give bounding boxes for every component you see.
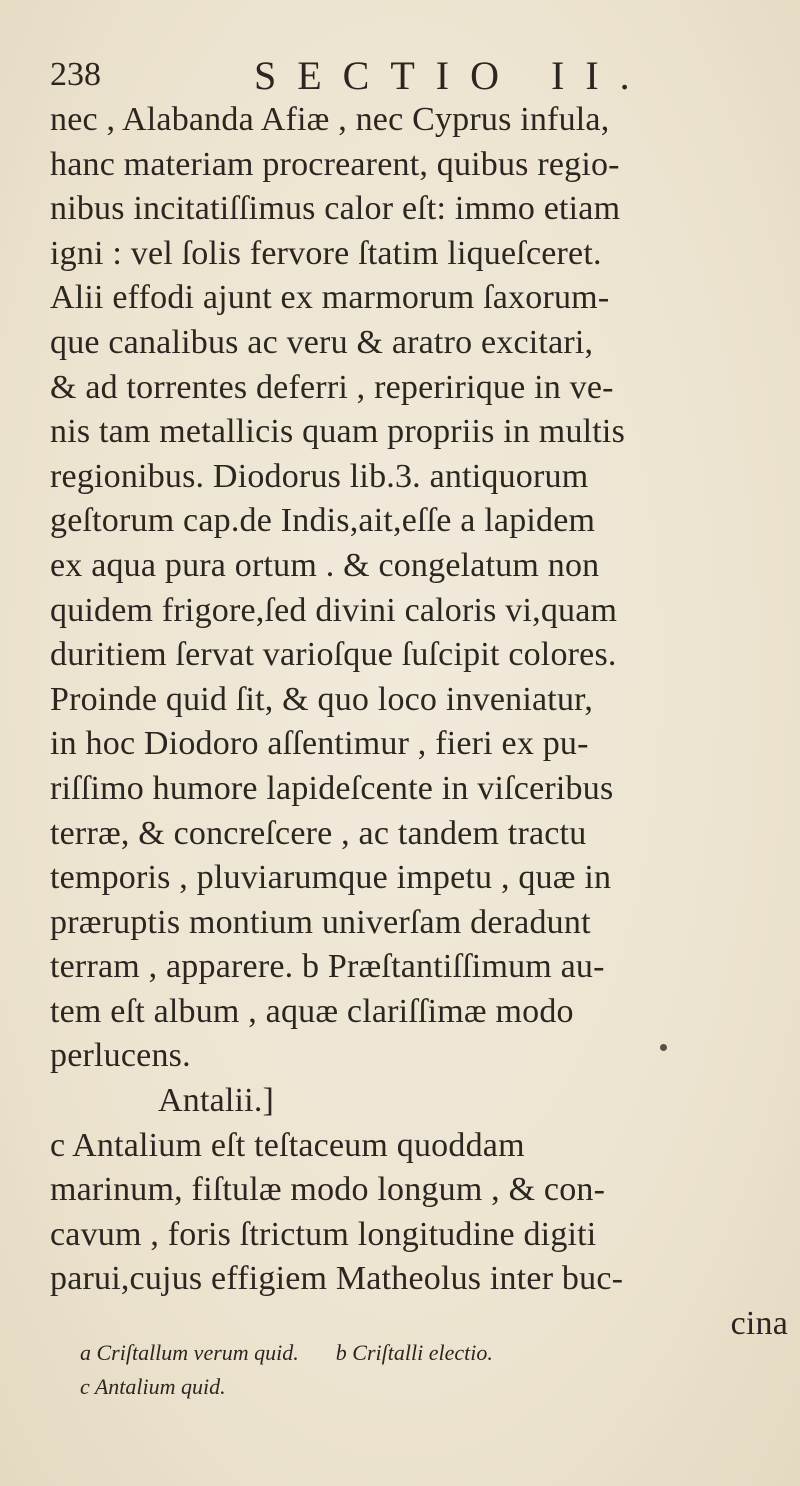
note-b: b Criſtalli electio. (335, 1340, 493, 1365)
main-text (50, 98, 800, 1347)
text-line: terræ, & concreſcere , ac tandem tractu (50, 814, 587, 852)
text-line: riſſimo humore lapideſcente in viſceribus (50, 769, 614, 807)
text-line: ex aqua pura ortum . & congelatum non (50, 546, 600, 584)
text-line: terram , apparere. b Præſtantiſſimum au- (50, 948, 605, 986)
ink-spot (660, 1044, 667, 1051)
text-line: tem eſt album , aquæ clariſſimæ modo (50, 992, 574, 1030)
sidenote-heading: Antalii.] (158, 1082, 275, 1120)
text-line: que canalibus ac veru & aratro excitari, (50, 323, 594, 361)
text-line: igni : vel ſolis fervore ſtatim liqueſceret. (50, 234, 602, 272)
text-line: c Antalium eſt teſtaceum quoddam (50, 1126, 525, 1164)
text-line: duritiem ſervat varioſque ſuſcipit colores. (50, 636, 617, 674)
note-line (80, 1370, 760, 1404)
text-line: hanc materiam procrearent, quibus regio- (50, 145, 620, 183)
text-line: nis tam metallicis quam propriis in multis (50, 413, 626, 451)
note-line (80, 1336, 760, 1370)
text-line: temporis , pluviarumque impetu , quæ in (50, 859, 612, 897)
text-line: nec , Alabanda Afiæ , nec Cyprus infula, (50, 101, 610, 138)
text-line: Alii effodi ajunt ex marmorum ſaxorum- (50, 279, 610, 317)
text-line: in hoc Diodoro aſſentimur , fieri ex pu- (50, 725, 589, 763)
page-number: 238 (50, 56, 101, 93)
page-header (50, 52, 770, 102)
text-line: & ad torrentes deferri , reperirique in ve- (50, 368, 614, 406)
note-c: c Antalium quid. (80, 1374, 226, 1399)
running-head: SECTIO II. (254, 53, 651, 98)
text-line: parui,cujus effigiem Matheolus inter buc- (50, 1260, 624, 1298)
text-line: marinum, fiſtulæ modo longum , & con- (50, 1171, 606, 1209)
catchword: cina (730, 1305, 788, 1343)
text-line: quidem frigore,ſed divini caloris vi,quam (50, 591, 618, 629)
text-line: perlucens. (50, 1037, 191, 1075)
text-line: geſtorum cap.de Indis,ait,eſſe a lapidem (50, 502, 596, 540)
text-line: regionibus. Diodorus lib.3. antiquorum (50, 457, 589, 495)
note-a: a Criſtallum verum quid. (80, 1340, 299, 1365)
text-line: cavum , foris ſtrictum longitudine digiti (50, 1215, 597, 1253)
text-line: præruptis montium univerſam deradunt (50, 903, 591, 941)
text-line: Proinde quid ſit, & quo loco inveniatur, (50, 680, 594, 718)
marginal-notes (80, 1336, 760, 1404)
text-line: nibus incitatiſſimus calor eſt: immo etiam (50, 190, 621, 228)
